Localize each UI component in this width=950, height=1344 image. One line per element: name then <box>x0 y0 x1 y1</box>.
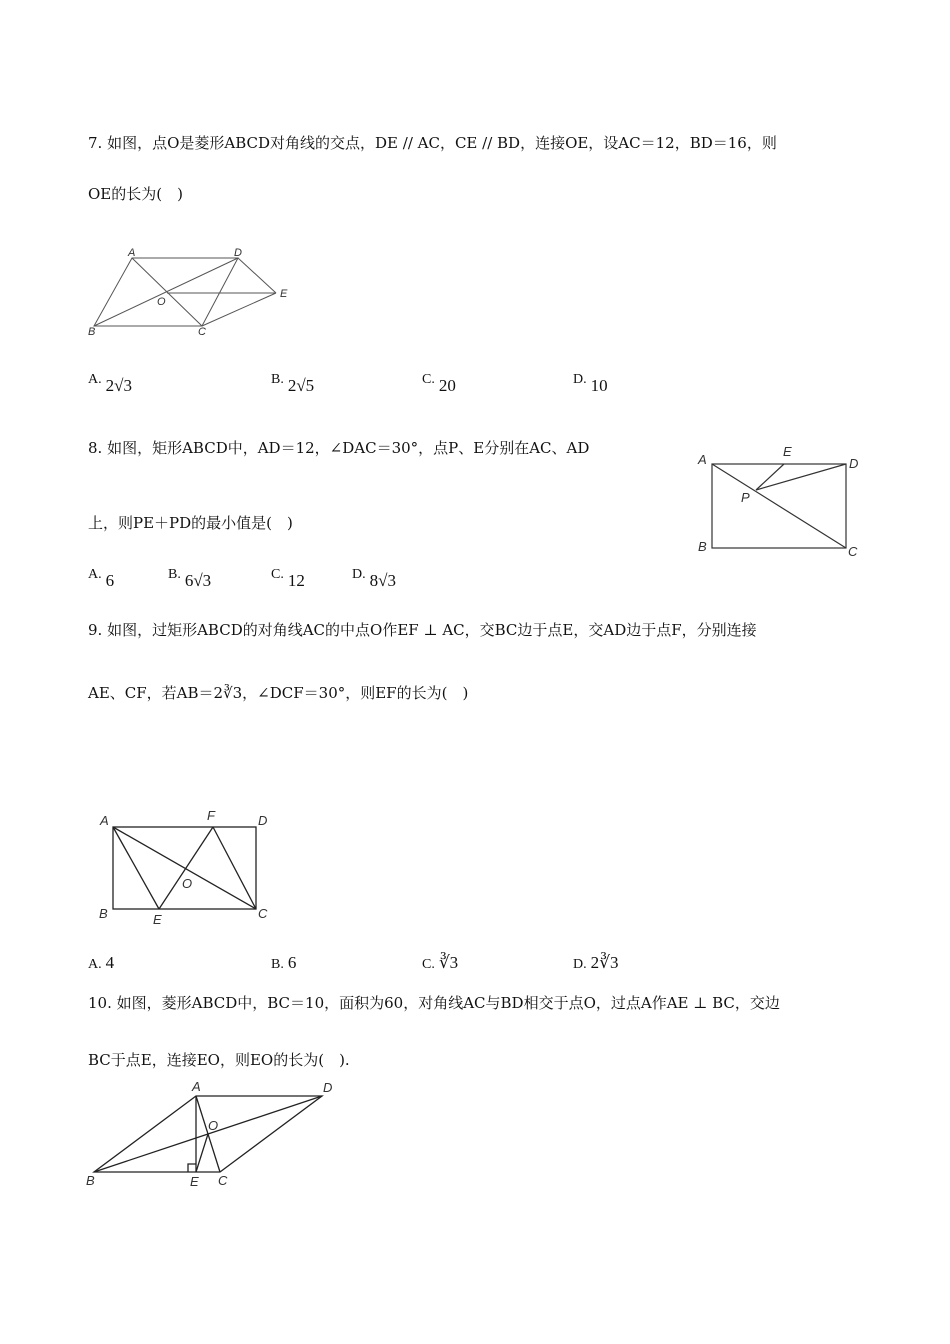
q9-label-d: D <box>258 813 268 828</box>
q10-figure <box>84 1078 342 1192</box>
q9-option-c[interactable]: C. ∛3 <box>422 953 459 972</box>
q7-option-b[interactable]: B. 2√5 <box>271 372 315 395</box>
q7-label-b: B <box>88 326 96 338</box>
q7-label-c: C <box>198 326 206 338</box>
q10-right-angle-mark <box>188 1164 196 1172</box>
q7-stem-line2: OE的长为( ) <box>88 185 183 203</box>
q8-label-a: A <box>698 452 707 467</box>
q9-segment-ef <box>159 827 213 909</box>
q8-figure <box>694 440 866 564</box>
q8-label-e: E <box>783 444 792 459</box>
q10-stem-line1: 10. 如图，菱形ABCD中，BC＝10，面积为60，对角线AC与BD相交于点O，过点A作AE ⊥ BC，交边 <box>88 994 780 1012</box>
q9-segment-ae <box>113 827 159 909</box>
q10-segment-eo <box>196 1134 208 1172</box>
q9-label-o: O <box>182 876 193 891</box>
q9-option-a[interactable]: A. 4 <box>88 953 115 972</box>
q8-label-d: D <box>849 456 859 471</box>
q7-option-d[interactable]: D. 10 <box>573 372 608 395</box>
q8-label-p: P <box>741 490 750 505</box>
q8-option-c[interactable]: C. 12 <box>271 567 305 590</box>
q7-segment-de <box>238 258 276 293</box>
q10-stem-line2: BC于点E，连接EO，则EO的长为( ). <box>88 1051 350 1069</box>
q8-label-b: B <box>698 539 707 554</box>
q7-diagonal-bd <box>94 258 238 326</box>
q7-label-o: O <box>157 296 166 308</box>
q7-label-d: D <box>234 247 242 259</box>
q7-stem-line1: 7. 如图，点O是菱形ABCD对角线的交点，DE // AC，CE // BD，连接OE，设AC＝12，BD＝16，则 <box>88 134 777 152</box>
q8-label-c: C <box>848 544 858 559</box>
q8-diagonal-ac <box>712 464 846 548</box>
q7-label-e: E <box>280 288 288 300</box>
q7-option-a[interactable]: A. 2√3 <box>88 372 132 395</box>
q7-segment-ce <box>202 293 276 326</box>
q9-label-b: B <box>99 906 108 921</box>
q10-label-d: D <box>323 1080 333 1095</box>
q8-stem-line1: 8. 如图，矩形ABCD中，AD＝12，∠DAC＝30°，点P、E分别在AC、AD <box>88 439 590 457</box>
q10-label-e: E <box>190 1174 199 1189</box>
q8-stem-line2: 上，则PE＋PD的最小值是( ) <box>88 514 293 532</box>
q7-label-a: A <box>128 247 136 259</box>
q10-label-a: A <box>192 1079 201 1094</box>
q9-label-c: C <box>258 906 268 921</box>
q9-label-f: F <box>207 808 215 823</box>
q9-stem-line2: AE、CF，若AB＝2∛3，∠DCF＝30°，则EF的长为( ) <box>88 684 469 702</box>
q9-stem-line1: 9. 如图，过矩形ABCD的对角线AC的中点O作EF ⊥ AC，交BC边于点E，交AD边于点F，分别连接 <box>88 621 757 639</box>
q9-option-d[interactable]: D. 2∛3 <box>573 953 619 972</box>
q9-option-b[interactable]: B. 6 <box>271 953 297 972</box>
q9-label-a: A <box>100 813 109 828</box>
q7-option-c[interactable]: C. 20 <box>422 372 456 395</box>
q8-option-d[interactable]: D. 8√3 <box>352 567 396 590</box>
q9-figure <box>96 806 282 930</box>
q10-label-b: B <box>86 1173 95 1188</box>
q8-option-b[interactable]: B. 6√3 <box>168 567 212 590</box>
q10-label-o: O <box>208 1118 219 1133</box>
q8-option-a[interactable]: A. 6 <box>88 567 115 590</box>
q7-figure <box>86 246 296 338</box>
q10-label-c: C <box>218 1173 228 1188</box>
q9-label-e: E <box>153 912 162 927</box>
